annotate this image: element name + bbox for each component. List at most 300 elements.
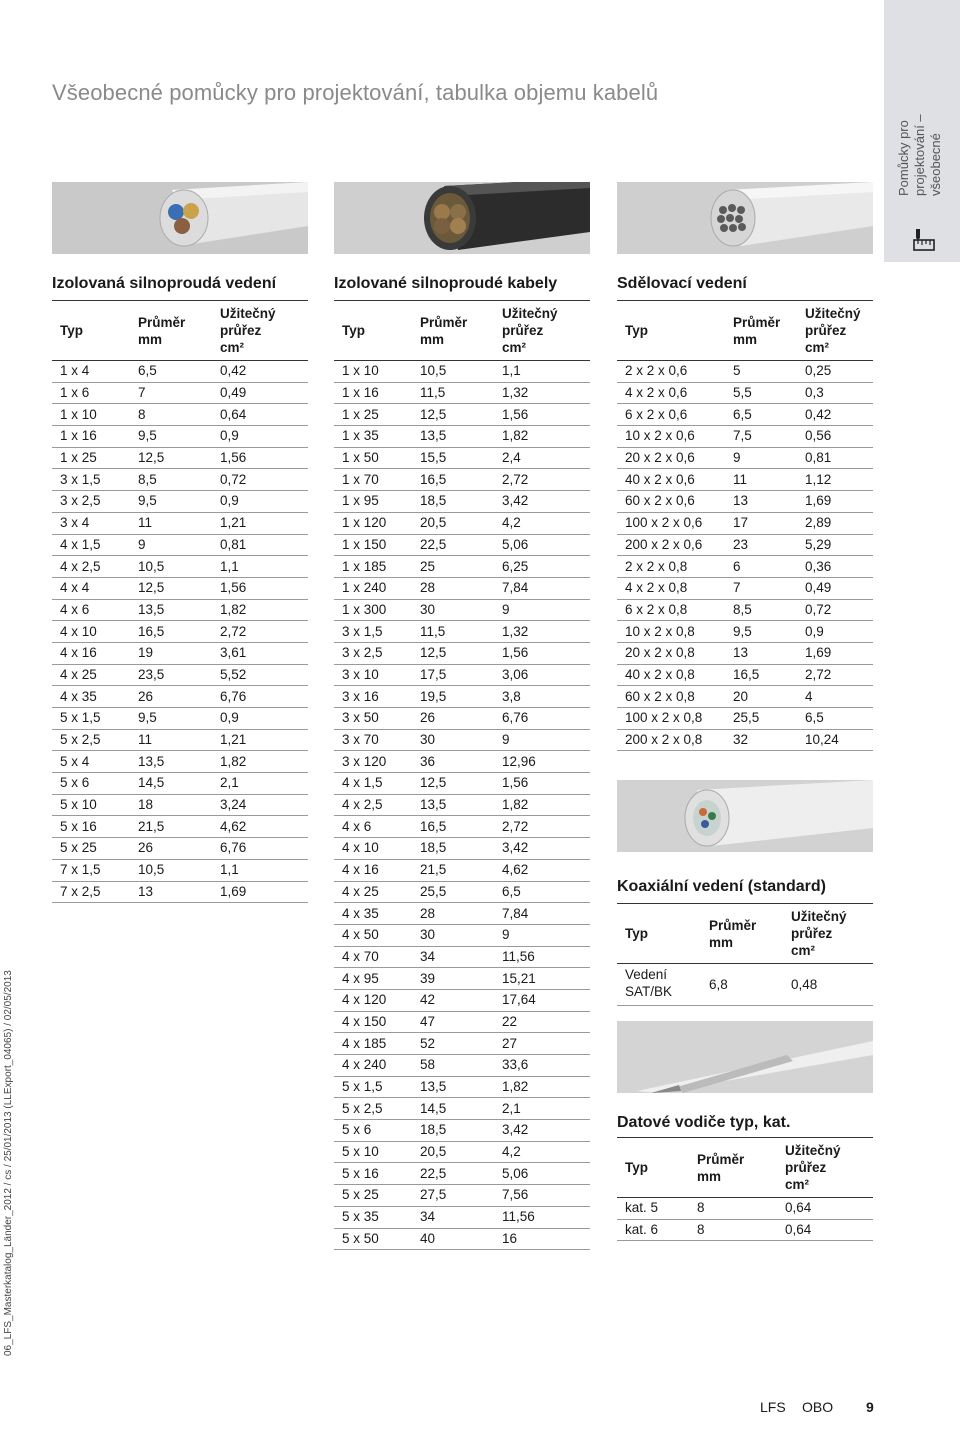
table-row — [52, 512, 308, 534]
cell-prumer: 25 — [412, 556, 494, 578]
cell-prumer: 21,5 — [130, 816, 212, 838]
side-label-line: projektování – — [912, 114, 927, 196]
cell-prumer: 52 — [412, 1033, 494, 1055]
cell-typ: 6 x 2 x 0,8 — [617, 599, 725, 621]
table-row — [617, 1219, 873, 1241]
cell-typ: 1 x 70 — [334, 469, 412, 491]
cell-prurez: 0,9 — [212, 708, 308, 730]
table-row — [334, 686, 590, 708]
table-row — [52, 686, 308, 708]
cell-typ: 3 x 120 — [334, 751, 412, 773]
cell-prurez: 1,82 — [212, 599, 308, 621]
table-row — [52, 794, 308, 816]
cell-prurez: 3,61 — [212, 642, 308, 664]
column-header-line: cm² — [785, 1177, 810, 1192]
cell-prurez: 2,72 — [494, 816, 590, 838]
cell-prurez: 0,48 — [783, 964, 873, 1006]
column-header-line: Užitečný — [791, 909, 847, 924]
table-row — [52, 708, 308, 730]
cell-prurez: 15,21 — [494, 968, 590, 990]
page-number: 9 — [866, 1399, 874, 1415]
cell-typ: 40 x 2 x 0,8 — [617, 664, 725, 686]
cell-prumer: 30 — [412, 599, 494, 621]
table-row — [52, 664, 308, 686]
column-header-line: Užitečný — [805, 306, 861, 321]
cell-prurez: 0,9 — [212, 426, 308, 448]
cell-prumer: 10,5 — [130, 556, 212, 578]
table-row — [617, 708, 873, 730]
table-row — [617, 447, 873, 469]
cell-typ: 3 x 2,5 — [334, 642, 412, 664]
table-row — [334, 968, 590, 990]
table-row — [334, 1098, 590, 1120]
cell-typ: 4 x 70 — [334, 946, 412, 968]
cell-prurez: 5,06 — [494, 1163, 590, 1185]
table-row — [52, 404, 308, 426]
cell-prumer: 39 — [412, 968, 494, 990]
cell-prumer: 34 — [412, 946, 494, 968]
cell-typ: 4 x 25 — [52, 664, 130, 686]
table-row — [617, 404, 873, 426]
table-row — [617, 599, 873, 621]
table-row — [617, 361, 873, 383]
table-row — [617, 491, 873, 513]
table-row — [334, 838, 590, 860]
cell-prurez: 33,6 — [494, 1055, 590, 1077]
cell-prurez: 3,42 — [494, 838, 590, 860]
cell-typ: 4 x 2 x 0,8 — [617, 577, 725, 599]
table-row — [334, 1163, 590, 1185]
table-row — [334, 577, 590, 599]
cable-photo-sdelovaci — [617, 182, 873, 254]
cell-prumer: 23,5 — [130, 664, 212, 686]
table-row — [334, 816, 590, 838]
table-row — [52, 729, 308, 751]
cell-prumer: 8 — [130, 404, 212, 426]
column-header-typ: Typ — [617, 1138, 689, 1198]
cell-prumer: 9,5 — [130, 491, 212, 513]
cell-prurez: 1,82 — [494, 794, 590, 816]
cell-typ: 100 x 2 x 0,6 — [617, 512, 725, 534]
cell-prurez: 7,84 — [494, 903, 590, 925]
side-label-line: Pomůcky pro — [896, 120, 911, 196]
table-izolovana-vedeni — [52, 300, 308, 903]
table-row — [617, 556, 873, 578]
cell-typ: 4 x 25 — [334, 881, 412, 903]
column-header-prurez — [777, 1138, 873, 1198]
table-row — [52, 773, 308, 795]
column-header-line: Užitečný — [220, 306, 276, 321]
column-header-line: Průměr — [697, 1151, 745, 1167]
cell-prumer: 14,5 — [130, 773, 212, 795]
cable-photo-datove — [617, 1021, 873, 1093]
cell-typ: 4 x 2,5 — [334, 794, 412, 816]
column-header-prumer — [689, 1138, 777, 1198]
cell-prumer: 7 — [130, 382, 212, 404]
column-header-line: průřez — [785, 1160, 827, 1175]
column-header-prurez — [797, 301, 873, 361]
cell-typ: 4 x 120 — [334, 989, 412, 1011]
cell-typ: 60 x 2 x 0,6 — [617, 491, 725, 513]
cell-typ: 5 x 2,5 — [334, 1098, 412, 1120]
cell-prurez: 6,5 — [797, 708, 873, 730]
cell-typ: 20 x 2 x 0,8 — [617, 642, 725, 664]
table-row — [334, 946, 590, 968]
cell-prurez: 3,24 — [212, 794, 308, 816]
column-header-line: Průměr — [709, 917, 757, 933]
cell-prurez: 1,82 — [494, 426, 590, 448]
cell-prurez: 10,24 — [797, 729, 873, 751]
cell-typ: 2 x 2 x 0,8 — [617, 556, 725, 578]
cell-prumer: 9,5 — [130, 708, 212, 730]
cell-prurez: 6,25 — [494, 556, 590, 578]
table-row — [334, 426, 590, 448]
cell-prumer: 17,5 — [412, 664, 494, 686]
table-row — [334, 1076, 590, 1098]
cell-prumer: 30 — [412, 924, 494, 946]
table-row — [52, 382, 308, 404]
column-header-line: cm² — [805, 340, 830, 355]
table-row — [52, 447, 308, 469]
cell-typ: 200 x 2 x 0,8 — [617, 729, 725, 751]
cell-typ: 4 x 35 — [334, 903, 412, 925]
table-row — [52, 599, 308, 621]
cell-prumer: 28 — [412, 577, 494, 599]
cell-prumer: 26 — [412, 708, 494, 730]
cell-prumer: 28 — [412, 903, 494, 925]
table-row — [52, 751, 308, 773]
table-row — [52, 556, 308, 578]
table-row — [617, 621, 873, 643]
cell-prurez: 5,52 — [212, 664, 308, 686]
cell-prurez: 6,5 — [494, 881, 590, 903]
cell-prumer: 17 — [725, 512, 797, 534]
table-row — [334, 1033, 590, 1055]
cell-typ: 4 x 16 — [52, 642, 130, 664]
cell-prumer: 13 — [130, 881, 212, 903]
cell-prumer: 21,5 — [412, 859, 494, 881]
cell-prurez: 2,4 — [494, 447, 590, 469]
cable-photo-kabely — [334, 182, 590, 254]
cell-typ: 5 x 35 — [334, 1206, 412, 1228]
cell-prurez: 1,56 — [494, 773, 590, 795]
table-header-row — [617, 301, 873, 361]
table-row — [334, 773, 590, 795]
cell-typ: 3 x 16 — [334, 686, 412, 708]
cell-typ: 4 x 16 — [334, 859, 412, 881]
cell-prurez: 3,42 — [494, 1120, 590, 1142]
cell-prurez: 0,72 — [212, 469, 308, 491]
cell-prurez: 4,2 — [494, 1141, 590, 1163]
cell-prurez: 0,42 — [212, 361, 308, 383]
cell-prurez: 0,64 — [212, 404, 308, 426]
column-header-typ: Typ — [52, 301, 130, 361]
cell-typ: 5 x 1,5 — [52, 708, 130, 730]
cell-prurez: 7,84 — [494, 577, 590, 599]
cell-prurez: 27 — [494, 1033, 590, 1055]
cell-typ: 4 x 1,5 — [334, 773, 412, 795]
cell-prurez: 1,69 — [797, 642, 873, 664]
column-header-line: průřez — [502, 323, 544, 338]
cell-typ: 1 x 16 — [334, 382, 412, 404]
cell-prurez: 11,56 — [494, 1206, 590, 1228]
cell-typ: 5 x 16 — [334, 1163, 412, 1185]
cell-prurez: 9 — [494, 729, 590, 751]
cell-prumer: 22,5 — [412, 534, 494, 556]
cell-prumer: 22,5 — [412, 1163, 494, 1185]
cell-typ: 200 x 2 x 0,6 — [617, 534, 725, 556]
cell-prumer: 11 — [130, 512, 212, 534]
table-row — [334, 1206, 590, 1228]
cell-typ: 40 x 2 x 0,6 — [617, 469, 725, 491]
table-sdelovaci — [617, 300, 873, 751]
cell-prumer: 20,5 — [412, 1141, 494, 1163]
cell-prurez: 0,9 — [797, 621, 873, 643]
cell-prumer: 18,5 — [412, 491, 494, 513]
cell-prurez: 3,42 — [494, 491, 590, 513]
table-row — [617, 642, 873, 664]
column-header-line: cm² — [791, 943, 816, 958]
cell-prumer: 13,5 — [412, 426, 494, 448]
table-row — [52, 577, 308, 599]
table-row — [334, 447, 590, 469]
cell-prurez: 1,32 — [494, 382, 590, 404]
cell-prurez: 0,9 — [212, 491, 308, 513]
cell-prurez: 1,1 — [212, 859, 308, 881]
cell-typ — [617, 964, 701, 1006]
table-row — [52, 534, 308, 556]
cell-prumer: 8 — [689, 1219, 777, 1241]
column-header-line: Průměr — [733, 314, 781, 330]
cell-typ: 4 x 50 — [334, 924, 412, 946]
table-row — [334, 491, 590, 513]
cell-typ: 10 x 2 x 0,6 — [617, 426, 725, 448]
cell-typ: 100 x 2 x 0,8 — [617, 708, 725, 730]
cell-typ: 4 x 95 — [334, 968, 412, 990]
table-row — [52, 621, 308, 643]
cell-typ: 4 x 150 — [334, 1011, 412, 1033]
cell-typ: 3 x 1,5 — [52, 469, 130, 491]
cell-prurez: 0,49 — [797, 577, 873, 599]
cell-prumer: 26 — [130, 686, 212, 708]
cell-prumer: 12,5 — [130, 577, 212, 599]
cell-prumer: 25,5 — [725, 708, 797, 730]
cell-prumer: 40 — [412, 1228, 494, 1250]
cell-prurez: 0,81 — [212, 534, 308, 556]
column-header-line: cm² — [220, 340, 245, 355]
cell-prurez: 4,62 — [494, 859, 590, 881]
cell-prumer: 12,5 — [412, 773, 494, 795]
side-label-line: všeobecné — [928, 133, 943, 196]
table-header-row — [52, 301, 308, 361]
cell-typ: 1 x 300 — [334, 599, 412, 621]
column-header-line: průřez — [791, 926, 833, 941]
cell-typ: kat. 6 — [617, 1219, 689, 1241]
cable-photo-vedeni — [52, 182, 308, 254]
tools-icon — [912, 228, 936, 252]
cell-prurez: 3,8 — [494, 686, 590, 708]
table-row — [617, 664, 873, 686]
cell-prumer: 20,5 — [412, 512, 494, 534]
cell-prurez: 4,62 — [212, 816, 308, 838]
cell-prurez: 5,06 — [494, 534, 590, 556]
table-row — [617, 1198, 873, 1220]
cable-photo-koaxialni — [617, 780, 873, 852]
cell-typ: 5 x 50 — [334, 1228, 412, 1250]
cell-typ: 10 x 2 x 0,8 — [617, 621, 725, 643]
table-datove — [617, 1137, 873, 1241]
table-koaxialni — [617, 903, 873, 1006]
table-row — [617, 426, 873, 448]
cell-prumer: 32 — [725, 729, 797, 751]
column-header-line: Užitečný — [502, 306, 558, 321]
table-row — [334, 1055, 590, 1077]
cell-prumer: 36 — [412, 751, 494, 773]
table-row — [334, 903, 590, 925]
cell-typ: 7 x 2,5 — [52, 881, 130, 903]
cell-typ: kat. 5 — [617, 1198, 689, 1220]
cell-typ: 4 x 185 — [334, 1033, 412, 1055]
footer-lfs: LFS — [760, 1399, 786, 1415]
cell-typ: 5 x 10 — [52, 794, 130, 816]
table-row — [334, 556, 590, 578]
cell-typ: 1 x 6 — [52, 382, 130, 404]
cell-prumer: 18 — [130, 794, 212, 816]
cell-typ: 5 x 25 — [52, 838, 130, 860]
cell-prurez: 0,36 — [797, 556, 873, 578]
cell-typ: 3 x 4 — [52, 512, 130, 534]
section-title-sdelovaci: Sdělovací vedení — [617, 275, 747, 292]
table-row — [334, 404, 590, 426]
cell-typ: 4 x 10 — [334, 838, 412, 860]
cell-prumer: 19 — [130, 642, 212, 664]
cell-prurez: 1,56 — [494, 642, 590, 664]
table-row — [334, 642, 590, 664]
cell-prurez: 7,56 — [494, 1185, 590, 1207]
cell-prurez: 16 — [494, 1228, 590, 1250]
cell-prurez: 9 — [494, 924, 590, 946]
cell-prurez: 17,64 — [494, 989, 590, 1011]
column-header-line: průřez — [805, 323, 847, 338]
cell-prumer: 15,5 — [412, 447, 494, 469]
cell-typ: 5 x 4 — [52, 751, 130, 773]
cell-prumer: 13 — [725, 642, 797, 664]
table-row — [334, 469, 590, 491]
cell-prumer: 10,5 — [130, 859, 212, 881]
cell-typ: 4 x 10 — [52, 621, 130, 643]
table-row — [617, 534, 873, 556]
cell-prumer: 13 — [725, 491, 797, 513]
column-header-prumer — [701, 904, 783, 964]
cell-typ: 3 x 50 — [334, 708, 412, 730]
table-izolovane-kabely — [334, 300, 590, 1250]
column-header-line: cm² — [502, 340, 527, 355]
column-header-line: průřez — [220, 323, 262, 338]
column-header-line: mm — [420, 331, 445, 347]
cell-prurez: 1,1 — [212, 556, 308, 578]
footer-obo: OBO — [802, 1399, 834, 1415]
cell-prumer: 6,5 — [725, 404, 797, 426]
column-header-prurez — [494, 301, 590, 361]
cell-typ: 5 x 25 — [334, 1185, 412, 1207]
table-row — [52, 816, 308, 838]
cell-typ: 1 x 16 — [52, 426, 130, 448]
cell-prumer: 9,5 — [725, 621, 797, 643]
cell-prumer: 7,5 — [725, 426, 797, 448]
cell-prumer: 11 — [130, 729, 212, 751]
cell-prumer: 8,5 — [725, 599, 797, 621]
cell-typ: 1 x 150 — [334, 534, 412, 556]
cell-prumer: 13,5 — [412, 794, 494, 816]
cell-prumer: 8,5 — [130, 469, 212, 491]
cell-typ: 7 x 1,5 — [52, 859, 130, 881]
table-row — [617, 964, 873, 1006]
cell-typ: 3 x 2,5 — [52, 491, 130, 513]
table-row — [334, 708, 590, 730]
table-row — [52, 491, 308, 513]
cell-prurez: 6,76 — [212, 686, 308, 708]
cell-prurez: 4 — [797, 686, 873, 708]
cell-prurez: 0,56 — [797, 426, 873, 448]
table-row — [334, 512, 590, 534]
cell-prurez: 0,64 — [777, 1198, 873, 1220]
table-row — [334, 599, 590, 621]
table-row — [52, 426, 308, 448]
cell-prumer: 19,5 — [412, 686, 494, 708]
table-row — [334, 989, 590, 1011]
table-row — [52, 642, 308, 664]
cell-typ: 1 x 25 — [334, 404, 412, 426]
cell-prurez: 1,12 — [797, 469, 873, 491]
table-row — [334, 794, 590, 816]
table-row — [617, 686, 873, 708]
table-row — [52, 881, 308, 903]
table-row — [334, 1141, 590, 1163]
cell-prurez: 11,56 — [494, 946, 590, 968]
cell-typ: 5 x 6 — [334, 1120, 412, 1142]
table-row — [617, 469, 873, 491]
cell-prumer: 20 — [725, 686, 797, 708]
section-title-vedeni: Izolovaná silnoproudá vedení — [52, 275, 277, 292]
cell-line: Vedení — [625, 967, 668, 982]
cell-typ: 3 x 1,5 — [334, 621, 412, 643]
table-row — [617, 729, 873, 751]
cell-typ: 5 x 10 — [334, 1141, 412, 1163]
table-header-row — [334, 301, 590, 361]
cell-typ: 3 x 10 — [334, 664, 412, 686]
cell-prurez: 12,96 — [494, 751, 590, 773]
cell-prurez: 0,49 — [212, 382, 308, 404]
cell-prurez: 3,06 — [494, 664, 590, 686]
cell-prurez: 0,64 — [777, 1219, 873, 1241]
column-header-prumer — [130, 301, 212, 361]
cell-prumer: 16,5 — [412, 469, 494, 491]
cell-typ: 6 x 2 x 0,6 — [617, 404, 725, 426]
cell-prumer: 5 — [725, 361, 797, 383]
section-title-koaxialni: Koaxiální vedení (standard) — [617, 878, 826, 895]
cell-typ: 1 x 120 — [334, 512, 412, 534]
cell-prurez: 1,69 — [797, 491, 873, 513]
page-title: Všeobecné pomůcky pro projektování, tabulka objemu kabelů — [52, 80, 659, 105]
cell-typ: 4 x 2 x 0,6 — [617, 382, 725, 404]
cell-typ: 4 x 240 — [334, 1055, 412, 1077]
cell-prumer: 11 — [725, 469, 797, 491]
cell-prurez: 4,2 — [494, 512, 590, 534]
column-header-prumer — [412, 301, 494, 361]
table-row — [334, 924, 590, 946]
cell-prumer: 13,5 — [130, 751, 212, 773]
table-row — [617, 512, 873, 534]
